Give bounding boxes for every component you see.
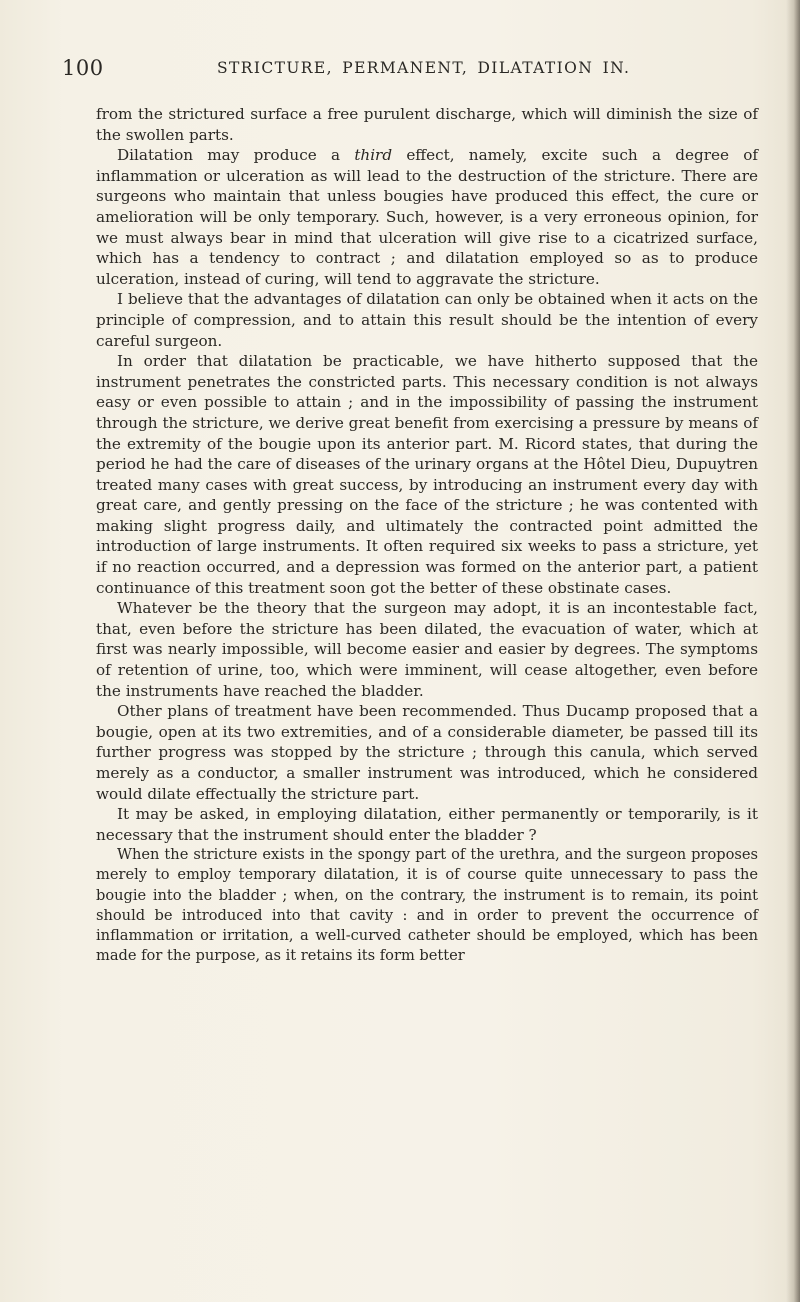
- running-head: STRICTURE, PERMANENT, DILATATION IN.: [217, 59, 631, 77]
- paragraph: In order that dilatation be practicable, we have hitherto supposed that the instrument penetrates the constricted parts. This necessary condition is not always easy or even possible to attain ; and in the impossibility of passing the instrument through the stricture, we derive great benefit from exercising a pressure by means of the extremity of the bougie upon its anterior part. M. Ricord states, that during the period he had the care of diseases of the urinary organs at the Hôtel Dieu, Dupuytren treated many cases with great success, by introducing an instrument every day with great care, and gently pressing on the face of the stricture ; he was contented with making slight progress daily, and ultimately the contracted point admitted the introduction of large instruments. It often required six weeks to pass a stricture, yet if no reaction occurred, and a depression was formed on the anterior part, a patient continuance of this treatment soon got the better of these obstinate cases.: [96, 352, 759, 597]
- body-text: [96, 104, 758, 966]
- paragraph: When the stricture exists in the spongy part of the urethra, and the surgeon proposes merely to employ temporary dilatation, it is of course quite unnecessary to pass the bougie into the bladder ; when, on the contrary, the instrument is to remain, its point should be introduced into that cavity : and in order to prevent the occurrence of inflammation or irritation, a well-curved catheter should be employed, which has been made for the purpose, as it retains its form better: [96, 846, 758, 964]
- paragraph: Whatever be the theory that the surgeon may adopt, it is an incontestable fact, that, even before the stricture has been dilated, the evacuation of water, which at first was nearly impossible, will become easier and easier by degrees. The symptoms of retention of urine, too, which were imminent, will cease altogether, even before the instruments have reached the bladder.: [96, 599, 758, 700]
- paragraph: [96, 145, 758, 289]
- paragraph: I believe that the advantages of dilatation can only be obtained when it acts on the principle of compression, and to attain this result should be the intention of every careful surgeon.: [96, 290, 758, 350]
- paragraph: Other plans of treatment have been recommended. Thus Ducamp proposed that a bougie, open at its two extremities, and of a considerable diameter, be passed till its further progress was stopped by the stricture ; through this canula, which served merely as a conductor, a smaller instrument was introduced, which he considered would dilate effectually the stricture part.: [96, 702, 758, 803]
- paragraph-text: Dilatation may produce a: [117, 146, 355, 165]
- page-number: 100: [62, 56, 104, 80]
- page-edge-shadow: [786, 0, 800, 1302]
- emphasized-word: third: [354, 146, 393, 165]
- paragraph-text: effect, namely, excite such a degree of inflammation or ulceration as will lead to the destruction of the stricture. There are surgeons who maintain that unless bougies have produced this effect, the cure or amelioration will be only temporary. Such, however, is a very erroneous opinion, for we must always bear in mind that ulceration will give rise to a cicatrized surface, which has a tendency to contract ; and dilatation employed so as to produce ulceration, instead of curing, will tend to aggravate the stricture.: [96, 146, 759, 288]
- paragraph: It may be asked, in employing dilatation, either permanently or temporarily, is it necessary that the instrument should enter the bladder ?: [96, 805, 758, 844]
- paragraph: from the strictured surface a free purulent discharge, which will diminish the size of the swollen parts.: [96, 105, 758, 144]
- page-header: [62, 56, 762, 82]
